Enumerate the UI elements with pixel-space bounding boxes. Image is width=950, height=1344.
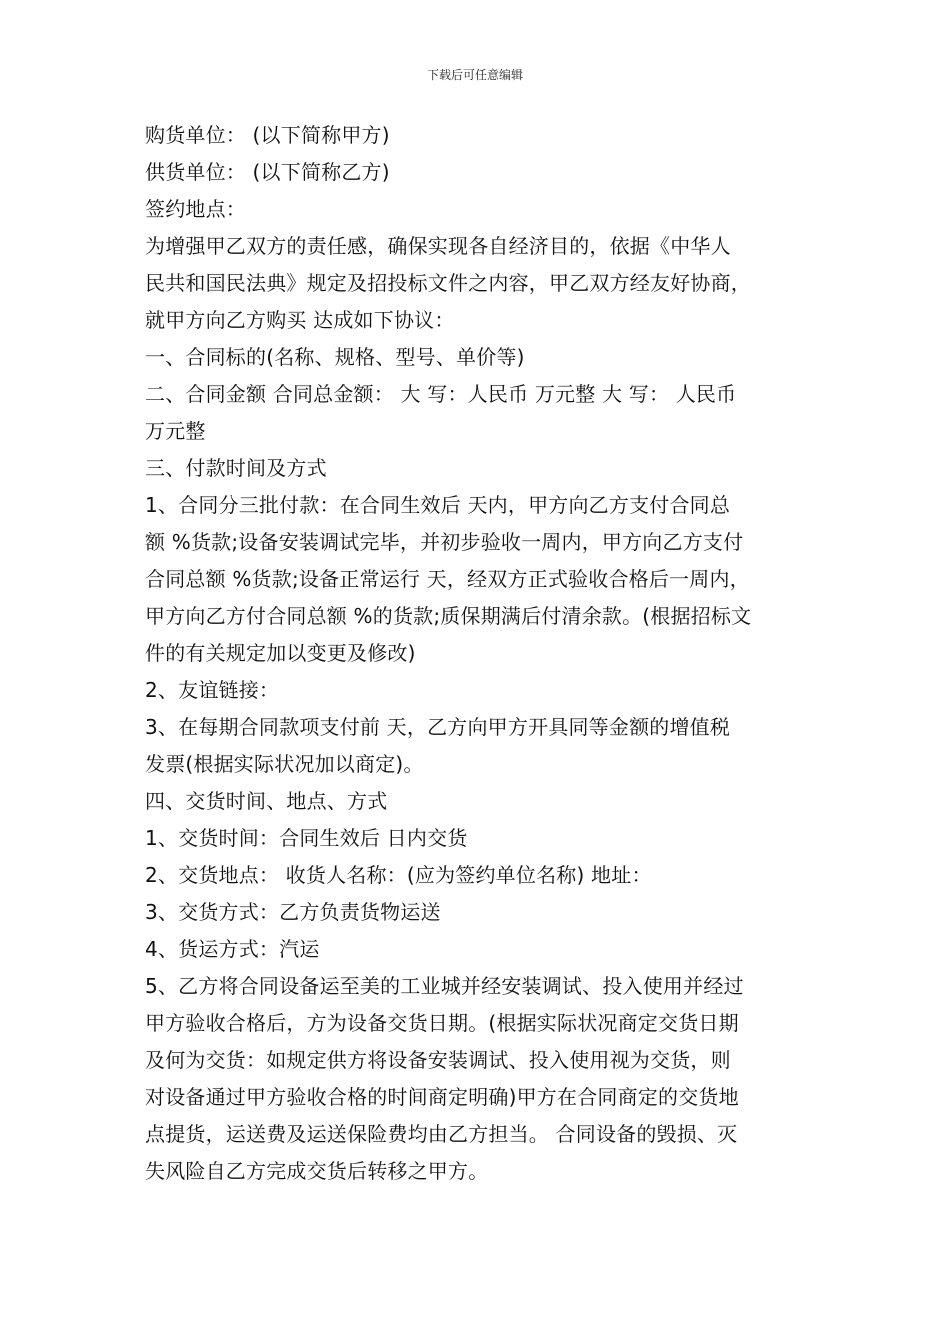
text-line: 一、合同标的(名称、规格、型号、单价等) bbox=[145, 345, 525, 369]
text-line: 2、交货地点： 收货人名称：(应为签约单位名称) 地址： bbox=[145, 863, 652, 887]
text-line: 4、货运方式：汽运 bbox=[145, 937, 320, 961]
text-line: 5、乙方将合同设备运至美的工业城并经安装调试、投入使用并经过 bbox=[145, 974, 744, 998]
text-line: 三、付款时间及方式 bbox=[145, 456, 327, 480]
text-line: 万元整 bbox=[145, 419, 206, 443]
text-line: 1、合同分三批付款：在合同生效后 天内，甲方向乙方支付合同总 bbox=[145, 493, 731, 517]
text-line: 甲方向乙方付合同总额 %的货款;质保期满后付清余款。(根据招标文 bbox=[145, 604, 752, 628]
text-line: 供货单位： (以下简称乙方) bbox=[145, 160, 390, 184]
text-line: 3、交货方式：乙方负责货物运送 bbox=[145, 900, 441, 924]
text-line: 点提货，运送费及运送保险费均由乙方担当。 合同设备的毁损、灭 bbox=[145, 1122, 738, 1146]
document-body bbox=[145, 117, 817, 1190]
text-line: 1、交货时间：合同生效后 日内交货 bbox=[145, 826, 468, 850]
text-line: 3、在每期合同款项支付前 天，乙方向甲方开具同等金额的增值税 bbox=[145, 715, 731, 739]
page-header: 下载后可任意编辑 bbox=[426, 68, 523, 82]
text-line: 四、交货时间、地点、方式 bbox=[145, 789, 388, 813]
text-line: 甲方验收合格后，方为设备交货日期。(根据实际状况商定交货日期 bbox=[145, 1011, 739, 1035]
text-line: 为增强甲乙双方的责任感，确保实现各自经济目的，依据《中华人 bbox=[145, 234, 731, 258]
text-line: 失风险自乙方完成交货后转移之甲方。 bbox=[145, 1159, 489, 1183]
text-line: 发票(根据实际状况加以商定)。 bbox=[145, 752, 424, 776]
text-line: 对设备通过甲方验收合格的时间商定明确)甲方在合同商定的交货地 bbox=[145, 1085, 739, 1109]
text-line: 二、合同金额 合同总金额： 大 写：人民币 万元整 大 写： 人民币 bbox=[145, 382, 737, 406]
text-line: 签约地点： bbox=[145, 197, 246, 221]
text-line: 购货单位： (以下简称甲方) bbox=[145, 123, 390, 147]
text-line: 件的有关规定加以变更及修改) bbox=[145, 641, 416, 665]
text-line: 就甲方向乙方购买 达成如下协议： bbox=[145, 308, 455, 332]
text-line: 额 %货款;设备安装调试完毕，并初步验收一周内，甲方向乙方支付 bbox=[145, 530, 744, 554]
text-line: 民共和国民法典》规定及招投标文件之内容，甲乙双方经友好协商， bbox=[145, 271, 751, 295]
text-line: 合同总额 %货款;设备正常运行 天，经双方正式验收合格后一周内， bbox=[145, 567, 750, 591]
text-line: 及何为交货：如规定供方将设备安装调试、投入使用视为交货，则 bbox=[145, 1048, 731, 1072]
text-line: 2、友谊链接： bbox=[145, 678, 280, 702]
